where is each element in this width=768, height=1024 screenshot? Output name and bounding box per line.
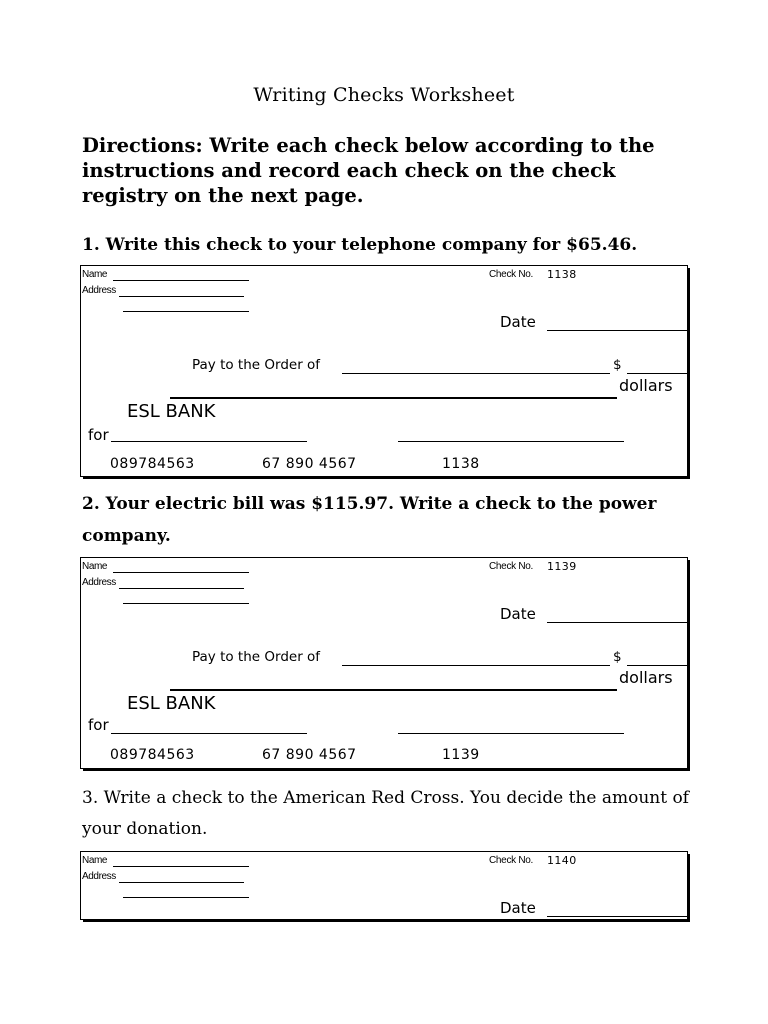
- question-3: 3. Write a check to the American Red Cross. You decide the amount of your donation.: [82, 788, 689, 839]
- name-label: Name: [82, 855, 108, 866]
- signature-line[interactable]: [398, 733, 624, 734]
- address-label: Address: [82, 577, 116, 588]
- check-number: 1138: [547, 268, 577, 281]
- written-amount-line[interactable]: [170, 397, 617, 399]
- dollars-label: dollars: [619, 668, 673, 687]
- for-label: for: [88, 716, 109, 734]
- date-label: Date: [500, 313, 536, 331]
- check-no-label: Check No.: [489, 561, 533, 572]
- date-label: Date: [500, 899, 536, 917]
- pay-to-label: Pay to the Order of: [192, 649, 321, 665]
- date-line[interactable]: [547, 330, 687, 331]
- amount-line[interactable]: [627, 665, 687, 666]
- date-label: Date: [500, 605, 536, 623]
- account-number: 67 890 4567: [262, 456, 357, 472]
- date-line[interactable]: [547, 622, 687, 623]
- check-number: 1139: [547, 560, 577, 573]
- address-line-1[interactable]: [119, 882, 244, 883]
- dollars-label: dollars: [619, 376, 673, 395]
- payee-line[interactable]: [342, 373, 610, 374]
- question-2: 2. Your electric bill was $115.97. Write a check to the power company.: [82, 494, 657, 546]
- question-1: 1. Write this check to your telephone company for $65.46.: [82, 235, 638, 255]
- name-line[interactable]: [113, 866, 249, 867]
- amount-line[interactable]: [627, 373, 687, 374]
- page-title: Writing Checks Worksheet: [253, 84, 515, 106]
- routing-number: 089784563: [110, 456, 195, 472]
- micr-check-number: 1139: [442, 747, 480, 763]
- address-line-2[interactable]: [123, 311, 249, 312]
- dollar-sign: $: [613, 357, 622, 373]
- address-label: Address: [82, 871, 116, 882]
- name-line[interactable]: [113, 280, 249, 281]
- signature-line[interactable]: [398, 441, 624, 442]
- routing-number: 089784563: [110, 747, 195, 763]
- check-1: [80, 265, 688, 477]
- name-line[interactable]: [113, 572, 249, 573]
- check-no-label: Check No.: [489, 855, 533, 866]
- payee-line[interactable]: [342, 665, 610, 666]
- check-3: [80, 851, 688, 920]
- check-no-label: Check No.: [489, 269, 533, 280]
- pay-to-label: Pay to the Order of: [192, 357, 321, 373]
- check-number: 1140: [547, 854, 577, 867]
- bank-name: ESL BANK: [127, 693, 216, 714]
- directions-text: Directions: Write each check below according to the instructions and record each check on the check registry on the next page.: [82, 134, 655, 207]
- memo-line[interactable]: [111, 733, 307, 734]
- memo-line[interactable]: [111, 441, 307, 442]
- address-line-1[interactable]: [119, 588, 244, 589]
- address-line-2[interactable]: [123, 897, 249, 898]
- date-line[interactable]: [547, 916, 687, 917]
- check-2: [80, 557, 688, 769]
- name-label: Name: [82, 561, 108, 572]
- micr-check-number: 1138: [442, 456, 480, 472]
- name-label: Name: [82, 269, 108, 280]
- account-number: 67 890 4567: [262, 747, 357, 763]
- for-label: for: [88, 426, 109, 444]
- written-amount-line[interactable]: [170, 689, 617, 691]
- bank-name: ESL BANK: [127, 401, 216, 422]
- address-line-1[interactable]: [119, 296, 244, 297]
- address-line-2[interactable]: [123, 603, 249, 604]
- dollar-sign: $: [613, 649, 622, 665]
- address-label: Address: [82, 285, 116, 296]
